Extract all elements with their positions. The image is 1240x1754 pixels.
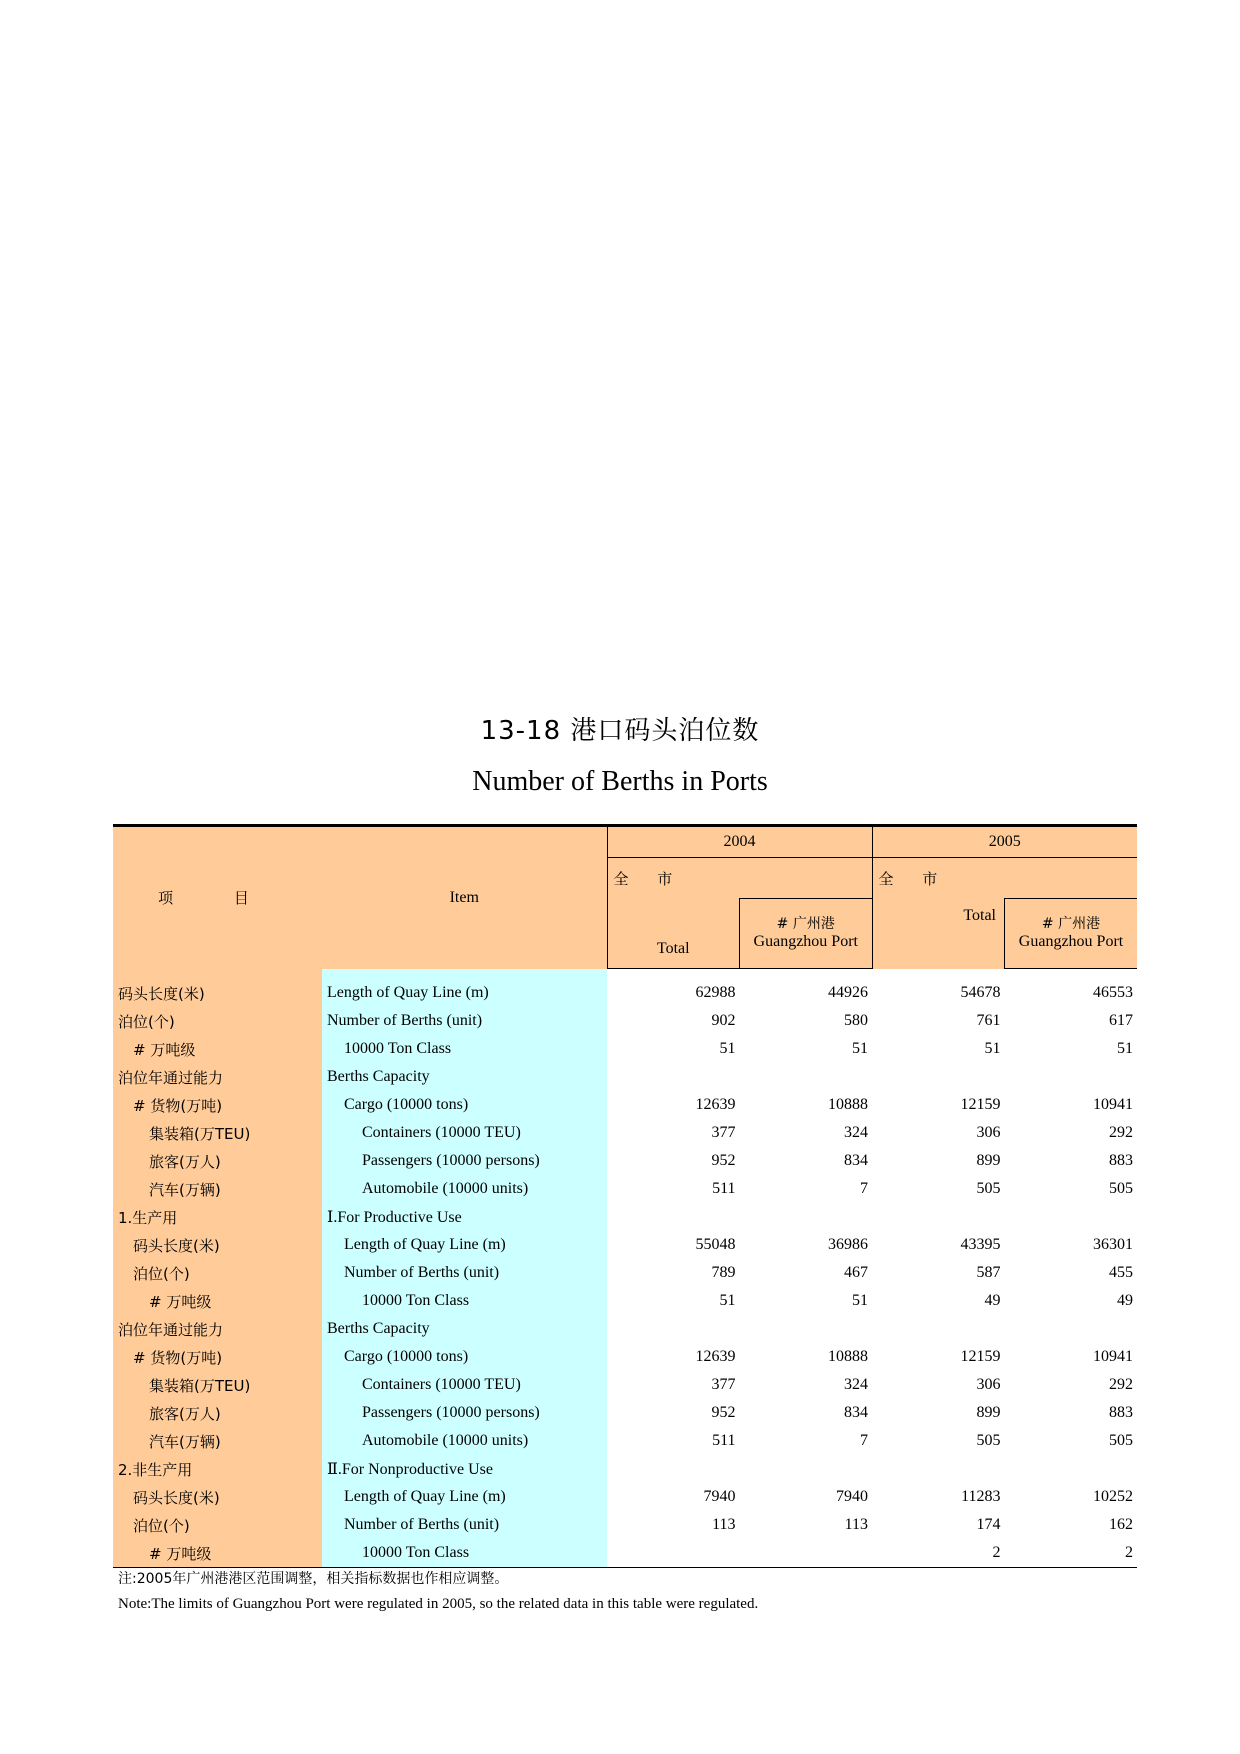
value-2004-total: 511 xyxy=(712,1432,736,1449)
row-label-cn: # 万吨级 xyxy=(113,1539,322,1568)
value-2005-total xyxy=(872,1315,1005,1343)
value-2005-gz xyxy=(1005,1203,1138,1231)
value-2004-gz xyxy=(740,1455,873,1483)
value-2005-gz: 617 xyxy=(1109,1012,1133,1029)
table-row xyxy=(113,979,1137,1007)
value-2004-gz: 324 xyxy=(844,1124,868,1141)
table-body xyxy=(113,969,1137,1568)
row-label-en: Automobile (10000 units) xyxy=(322,1427,607,1455)
value-2004-total: 789 xyxy=(711,1264,736,1281)
value-2004-total: 55048 xyxy=(695,1236,736,1253)
value-2004-gz: 7940 xyxy=(836,1488,868,1505)
header-all-city-2005-label: 全 市 xyxy=(878,870,950,888)
row-label-en: Containers (10000 TEU) xyxy=(322,1371,607,1399)
value-2005-gz: 505 xyxy=(1109,1180,1133,1197)
value-2004-gz: 10888 xyxy=(828,1348,868,1365)
value-2005-total: 12159 xyxy=(960,1348,1001,1365)
row-label-en: Length of Quay Line (m) xyxy=(322,1231,607,1259)
value-2004-gz: 7 xyxy=(860,1180,868,1197)
header-all-city-2005 xyxy=(872,858,1005,969)
row-label-en: Cargo (10000 tons) xyxy=(322,1091,607,1119)
row-label-cn: 汽车(万辆) xyxy=(113,1427,322,1455)
value-2005-total: 11283 xyxy=(961,1488,1001,1505)
value-2005-total: 12159 xyxy=(960,1096,1001,1113)
value-2005-total: 306 xyxy=(976,1124,1001,1141)
value-2005-total: 761 xyxy=(976,1012,1001,1029)
value-2004-gz xyxy=(740,1063,873,1091)
header-gz-2005 xyxy=(1005,898,1138,969)
table-row xyxy=(113,1455,1137,1483)
value-2004-total: 12639 xyxy=(695,1348,736,1365)
header-year-2005: 2005 xyxy=(872,826,1137,858)
table-row xyxy=(113,1063,1137,1091)
row-label-cn: 汽车(万辆) xyxy=(113,1175,322,1203)
value-2005-total: 899 xyxy=(976,1404,1001,1421)
header-total-2005: Total xyxy=(963,907,996,924)
row-label-cn: # 万吨级 xyxy=(113,1287,322,1315)
value-2005-total: 306 xyxy=(976,1376,1001,1393)
row-label-en: Cargo (10000 tons) xyxy=(322,1343,607,1371)
value-2004-total: 62988 xyxy=(695,984,736,1001)
value-2004-gz: 51 xyxy=(852,1292,868,1309)
row-label-cn: 泊位年通过能力 xyxy=(113,1315,322,1343)
row-label-cn: 码头长度(米) xyxy=(113,1483,322,1511)
value-2005-total: 899 xyxy=(976,1152,1001,1169)
note-en: Note:The limits of Guangzhou Port were regulated in 2005, so the related data in this table were regulated. xyxy=(118,1596,759,1612)
value-2004-total: 377 xyxy=(711,1124,736,1141)
row-label-en: Number of Berths (unit) xyxy=(322,1007,607,1035)
value-2004-gz: 51 xyxy=(852,1040,868,1057)
value-2005-gz: 10941 xyxy=(1093,1348,1133,1365)
value-2004-total: 7940 xyxy=(703,1488,736,1505)
value-2005-total xyxy=(872,1063,1005,1091)
row-label-cn: 泊位(个) xyxy=(113,1511,322,1539)
value-2005-gz: 883 xyxy=(1109,1404,1133,1421)
value-2004-gz xyxy=(740,1203,873,1231)
value-2004-total: 113 xyxy=(712,1516,736,1533)
row-label-cn: 泊位(个) xyxy=(113,1259,322,1287)
value-2005-total xyxy=(872,1203,1005,1231)
table-row xyxy=(113,1259,1137,1287)
value-2005-gz xyxy=(1005,1455,1138,1483)
row-label-en: Number of Berths (unit) xyxy=(322,1259,607,1287)
row-label-en: Berths Capacity xyxy=(322,1315,607,1343)
header-blank-2005 xyxy=(1005,858,1138,899)
berths-table xyxy=(113,824,1137,1568)
table-row xyxy=(113,1231,1137,1259)
table-row xyxy=(113,1343,1137,1371)
header-total-2004: Total xyxy=(607,898,740,969)
value-2004-gz: 580 xyxy=(844,1012,868,1029)
value-2004-gz: 36986 xyxy=(828,1236,868,1253)
value-2005-total: 2 xyxy=(872,1539,1005,1568)
value-2004-gz: 7 xyxy=(860,1432,868,1449)
header-gz-2004 xyxy=(740,898,873,969)
value-2004-gz: 44926 xyxy=(828,984,868,1001)
table-row xyxy=(113,1315,1137,1343)
value-2004-total: 952 xyxy=(711,1152,736,1169)
row-label-en: Ⅰ.For Productive Use xyxy=(322,1203,607,1231)
value-2005-gz: 51 xyxy=(1117,1040,1133,1057)
value-2004-gz xyxy=(740,1315,873,1343)
row-label-en: Number of Berths (unit) xyxy=(322,1511,607,1539)
value-2005-gz: 2 xyxy=(1005,1539,1138,1568)
row-label-en: Length of Quay Line (m) xyxy=(322,1483,607,1511)
table-row xyxy=(113,1175,1137,1203)
row-label-en: Length of Quay Line (m) xyxy=(322,979,607,1007)
value-2004-total: 51 xyxy=(719,1040,736,1057)
value-2005-gz: 46553 xyxy=(1093,984,1133,1001)
table-row xyxy=(113,1119,1137,1147)
table-row xyxy=(113,1007,1137,1035)
table-row xyxy=(113,1371,1137,1399)
value-2005-total: 174 xyxy=(976,1516,1001,1533)
berths-table-container xyxy=(113,824,1137,1568)
value-2005-gz: 49 xyxy=(1117,1292,1133,1309)
row-label-cn: 集装箱(万TEU) xyxy=(113,1119,322,1147)
row-label-en: Containers (10000 TEU) xyxy=(322,1119,607,1147)
header-gz-en-2004: Guangzhou Port xyxy=(753,933,858,951)
value-2005-total: 505 xyxy=(976,1432,1001,1449)
value-2004-total: 51 xyxy=(719,1292,736,1309)
header-item-en: Item xyxy=(322,826,607,969)
value-2004-total xyxy=(607,1455,740,1483)
row-label-cn: # 货物(万吨) xyxy=(113,1343,322,1371)
value-2004-gz: 834 xyxy=(844,1152,868,1169)
value-2005-total: 51 xyxy=(984,1040,1001,1057)
row-label-en: Passengers (10000 persons) xyxy=(322,1399,607,1427)
header-gz-cn-2004: # 广州港 xyxy=(776,916,835,933)
row-label-cn: 码头长度(米) xyxy=(113,1231,322,1259)
page-title-cn: 13-18 港口码头泊位数 xyxy=(480,716,760,746)
value-2004-gz xyxy=(740,1539,873,1568)
header-gz-cn-2005: # 广州港 xyxy=(1041,916,1101,933)
row-label-en: 10000 Ton Class xyxy=(322,1539,607,1568)
value-2005-total: 505 xyxy=(976,1180,1001,1197)
table-row xyxy=(113,1203,1137,1231)
header-all-city-2004: 全 市 xyxy=(607,858,740,899)
row-label-en: Automobile (10000 units) xyxy=(322,1175,607,1203)
table-row xyxy=(113,1511,1137,1539)
value-2004-total xyxy=(607,1203,740,1231)
row-label-cn: 集装箱(万TEU) xyxy=(113,1371,322,1399)
table-row xyxy=(113,1091,1137,1119)
value-2005-gz: 883 xyxy=(1109,1152,1133,1169)
row-label-cn: # 万吨级 xyxy=(113,1035,322,1063)
value-2004-gz: 467 xyxy=(844,1264,868,1281)
row-label-en: 10000 Ton Class xyxy=(322,1035,607,1063)
value-2005-total: 49 xyxy=(984,1292,1001,1309)
value-2005-total: 54678 xyxy=(960,984,1001,1001)
value-2004-total xyxy=(607,1315,740,1343)
value-2004-total: 902 xyxy=(711,1012,736,1029)
value-2005-gz: 162 xyxy=(1109,1516,1133,1533)
value-2005-gz: 292 xyxy=(1109,1124,1133,1141)
row-label-en: 10000 Ton Class xyxy=(322,1287,607,1315)
value-2004-gz: 834 xyxy=(844,1404,868,1421)
value-2005-gz xyxy=(1005,1063,1138,1091)
row-label-cn: # 货物(万吨) xyxy=(113,1091,322,1119)
header-blank-2004 xyxy=(740,858,873,899)
note-cn: 注:2005年广州港港区范围调整，相关指标数据也作相应调整。 xyxy=(118,1571,509,1587)
table-row xyxy=(113,1483,1137,1511)
header-item-cn: 项 目 xyxy=(113,826,322,969)
table-row xyxy=(113,1539,1137,1568)
page-title-en: Number of Berths in Ports xyxy=(472,766,768,797)
value-2005-gz: 10252 xyxy=(1093,1488,1133,1505)
value-2004-total xyxy=(607,1063,740,1091)
table-row xyxy=(113,1399,1137,1427)
table-row xyxy=(113,1147,1137,1175)
header-gz-en-2005: Guangzhou Port xyxy=(1018,933,1124,951)
row-label-cn: 旅客(万人) xyxy=(113,1399,322,1427)
value-2005-gz: 505 xyxy=(1109,1432,1133,1449)
header-year-2004: 2004 xyxy=(607,826,872,858)
row-label-en: Passengers (10000 persons) xyxy=(322,1147,607,1175)
row-label-cn: 旅客(万人) xyxy=(113,1147,322,1175)
table-row xyxy=(113,1427,1137,1455)
table-row xyxy=(113,1035,1137,1063)
table-row xyxy=(113,1287,1137,1315)
value-2005-gz: 455 xyxy=(1109,1264,1133,1281)
value-2004-total: 511 xyxy=(712,1180,736,1197)
value-2005-total: 43395 xyxy=(960,1236,1001,1253)
value-2005-gz: 292 xyxy=(1109,1376,1133,1393)
row-label-cn: 1.生产用 xyxy=(113,1203,322,1231)
value-2004-total xyxy=(607,1539,740,1568)
row-label-cn: 泊位(个) xyxy=(113,1007,322,1035)
row-label-en: Ⅱ.For Nonproductive Use xyxy=(322,1455,607,1483)
value-2005-gz: 10941 xyxy=(1093,1096,1133,1113)
value-2005-gz xyxy=(1005,1315,1138,1343)
value-2005-gz: 36301 xyxy=(1093,1236,1133,1253)
row-label-cn: 2.非生产用 xyxy=(113,1455,322,1483)
row-label-en: Berths Capacity xyxy=(322,1063,607,1091)
value-2004-gz: 10888 xyxy=(828,1096,868,1113)
row-label-cn: 泊位年通过能力 xyxy=(113,1063,322,1091)
row-label-cn: 码头长度(米) xyxy=(113,979,322,1007)
value-2004-total: 952 xyxy=(711,1404,736,1421)
value-2005-total xyxy=(872,1455,1005,1483)
value-2004-gz: 113 xyxy=(844,1516,868,1533)
value-2004-gz: 324 xyxy=(844,1376,868,1393)
value-2004-total: 377 xyxy=(711,1376,736,1393)
value-2005-total: 587 xyxy=(976,1264,1001,1281)
value-2004-total: 12639 xyxy=(695,1096,736,1113)
